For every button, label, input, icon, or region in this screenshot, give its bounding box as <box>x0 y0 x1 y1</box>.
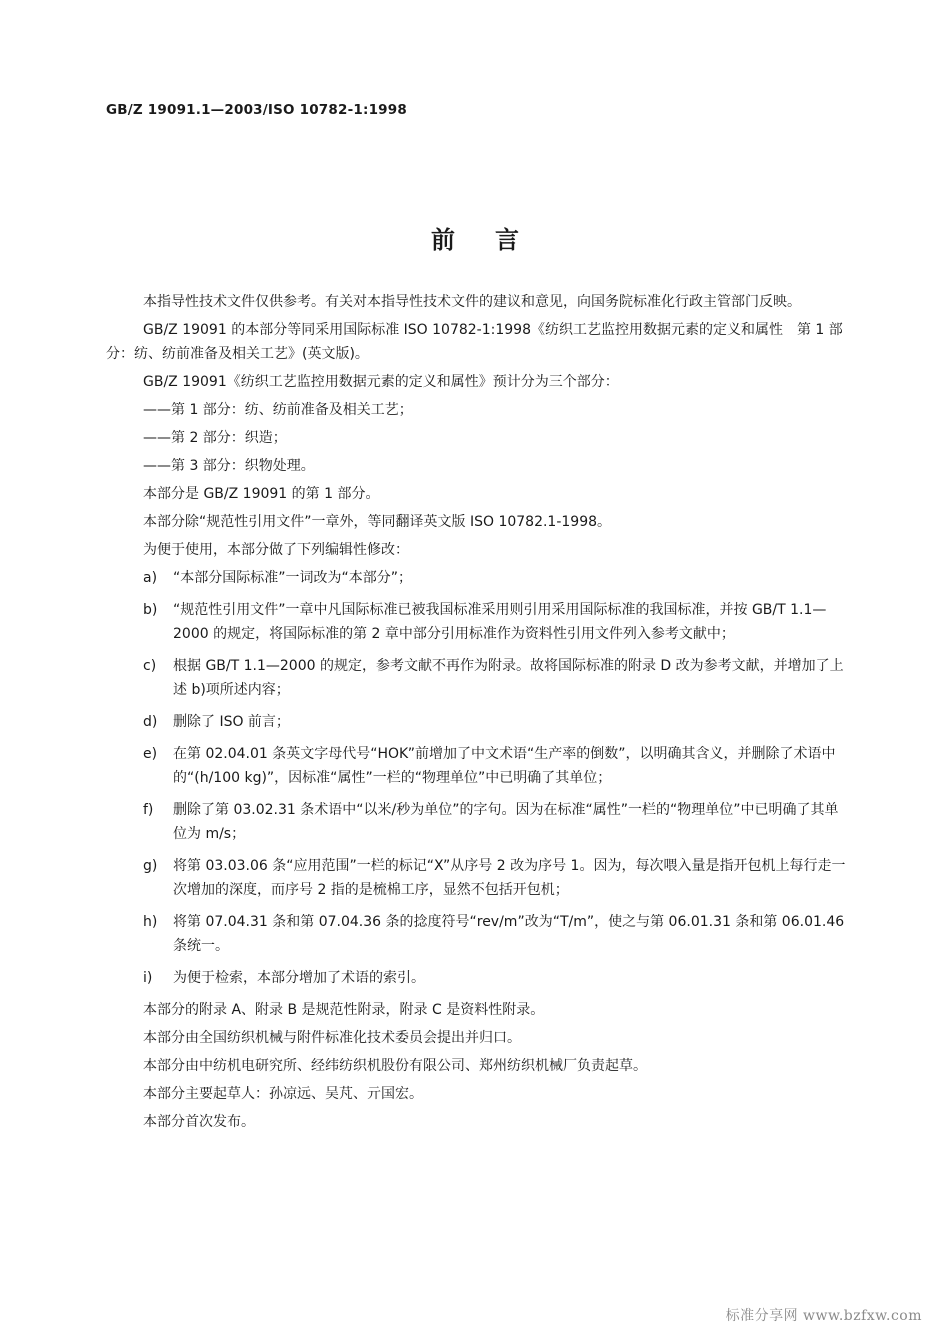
edit-list-item <box>143 598 846 646</box>
standard-code-header: GB/Z 19091.1—2003/ISO 10782-1:1998 <box>106 102 407 118</box>
edit-list-item <box>143 798 846 846</box>
paragraph: 本部分的附录 A、附录 B 是规范性附录，附录 C 是资料性附录。 <box>143 1002 545 1018</box>
paragraph: 本部分是 GB/Z 19091 的第 1 部分。 <box>143 486 380 502</box>
paragraph: 为便于使用，本部分做了下列编辑性修改： <box>143 542 409 558</box>
part-list-item: ——第 3 部分：织物处理。 <box>143 458 315 474</box>
paragraph: 本部分由全国纺织机械与附件标准化技术委员会提出并归口。 <box>143 1030 521 1046</box>
item-label: c) <box>143 658 157 674</box>
item-label: g) <box>143 858 158 874</box>
item-text: 在第 02.04.01 条英文字母代号“HOK”前增加了中文术语“生产率的倒数”，以明确其含义，并删除了术语中的“(h/100 kg)”，因标准“属性”一栏的“物理单位”中已明确了其单位； <box>173 746 836 786</box>
item-label: f) <box>143 802 154 818</box>
edit-list-item <box>143 854 846 902</box>
item-label: e) <box>143 746 158 762</box>
page-title: 前言 <box>431 226 559 254</box>
paragraph: 本部分首次发布。 <box>143 1114 255 1130</box>
edit-list-item <box>143 710 846 734</box>
paragraph: 本部分由中纺机电研究所、经纬纺织机股份有限公司、郑州纺织机械厂负责起草。 <box>143 1058 647 1074</box>
paragraph: 本指导性技术文件仅供参考。有关对本指导性技术文件的建议和意见，向国务院标准化行政主管部门反映。 <box>143 294 801 310</box>
edit-list-item <box>143 910 846 958</box>
item-label: b) <box>143 602 158 618</box>
paragraph: 本部分除“规范性引用文件”一章外，等同翻译英文版 ISO 10782.1-1998。 <box>143 514 612 530</box>
paragraph: GB/Z 19091 的本部分等同采用国际标准 ISO 10782-1:1998《纺织工艺监控用数据元素的定义和属性 第 1 部分：纺、纺前准备及相关工艺》(英文版)。 <box>106 322 843 362</box>
site-watermark: 标准分享网 www.bzfxw.com <box>725 1308 922 1324</box>
item-text: 为便于检索，本部分增加了术语的索引。 <box>173 970 425 986</box>
item-text: 将第 03.03.06 条“应用范围”一栏的标记“X”从序号 2 改为序号 1。因为，每次喂入量是指开包机上每行走一次增加的深度，而序号 2 指的是梳棉工序，显然不包括开包机； <box>173 858 846 898</box>
edit-list-item <box>143 654 846 702</box>
foreword-body <box>106 290 846 1138</box>
edit-list-item <box>143 742 846 790</box>
paragraph: 本部分主要起草人：孙凉远、吴芃、亓国宏。 <box>143 1086 423 1102</box>
edit-list-item <box>143 966 846 990</box>
edit-list-item <box>143 566 846 590</box>
item-label: i) <box>143 970 153 986</box>
part-list-item: ——第 2 部分：织造； <box>143 430 287 446</box>
item-text: “规范性引用文件”一章中凡国际标准已被我国标准采用则引用采用国际标准的我国标准，并按 GB/T 1.1—2000 的规定，将国际标准的第 2 章中部分引用标准作为资料性引用文件列入参考文献中； <box>173 602 827 642</box>
item-text: 根据 GB/T 1.1—2000 的规定，参考文献不再作为附录。故将国际标准的附录 D 改为参考文献，并增加了上述 b)项所述内容； <box>173 658 844 698</box>
item-text: 删除了 ISO 前言； <box>173 714 290 730</box>
item-text: 将第 07.04.31 条和第 07.04.36 条的捻度符号“rev/m”改为“T/m”，使之与第 06.01.31 条和第 06.01.46 条统一。 <box>173 914 845 954</box>
item-text: “本部分国际标准”一词改为“本部分”； <box>173 570 413 586</box>
item-label: d) <box>143 714 158 730</box>
part-list-item: ——第 1 部分：纺、纺前准备及相关工艺； <box>143 402 413 418</box>
paragraph: GB/Z 19091《纺织工艺监控用数据元素的定义和属性》预计分为三个部分： <box>143 374 619 390</box>
item-label: a) <box>143 570 158 586</box>
item-text: 删除了第 03.02.31 条术语中“以米/秒为单位”的字句。因为在标准“属性”一栏的“物理单位”中已明确了其单位为 m/s； <box>173 802 839 842</box>
item-label: h) <box>143 914 158 930</box>
